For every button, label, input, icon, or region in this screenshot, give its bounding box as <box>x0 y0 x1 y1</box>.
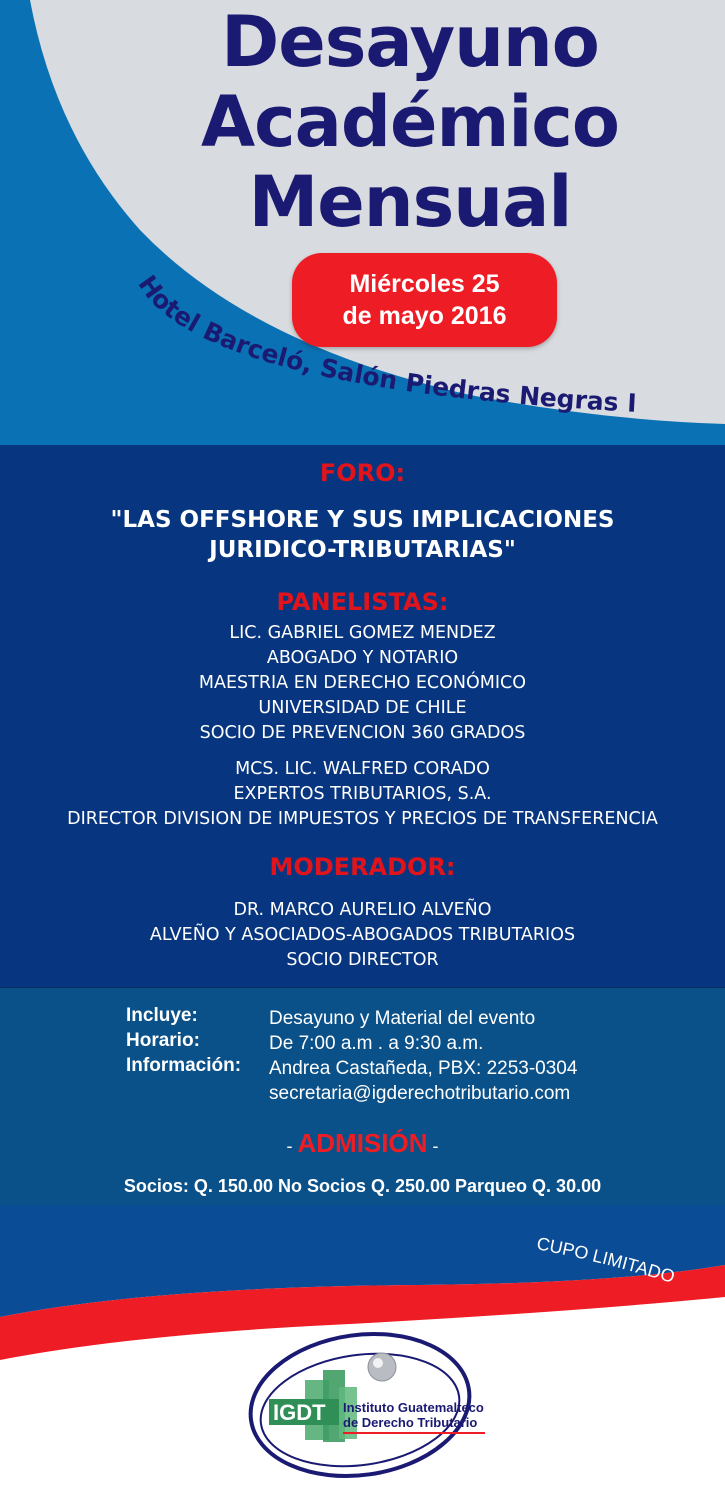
venue-curve <box>0 0 725 445</box>
admision-dash: - <box>432 1136 439 1156</box>
header <box>0 0 725 445</box>
logo-name-line-1: Instituto Guatemalteco <box>343 1400 484 1415</box>
panelist-line: LIC. GABRIEL GOMEZ MENDEZ <box>229 623 496 643</box>
info-label-informacion: Información: <box>126 1055 242 1076</box>
admision-heading <box>0 1128 725 1159</box>
forum-section <box>0 445 725 987</box>
panelist-line: EXPERTOS TRIBUTARIOS, S.A. <box>233 784 492 804</box>
info-value-email[interactable]: secretaria@igderechotributario.com <box>269 1083 571 1104</box>
panelist-line: MCS. LIC. WALFRED CORADO <box>235 759 490 779</box>
moderator-line: SOCIO DIRECTOR <box>286 950 439 970</box>
venue-text-path: Hotel Barceló, Salón Piedras Negras I <box>132 269 638 418</box>
panelist-line: MAESTRIA EN DERECHO ECONÓMICO <box>198 673 527 693</box>
info-labels <box>126 1003 241 1078</box>
info-label-horario: Horario: <box>126 1030 200 1051</box>
panelist-line: SOCIO DE PREVENCION 360 GRADOS <box>199 723 526 743</box>
info-value-incluye: Desayuno y Material del evento <box>269 1008 536 1029</box>
info-label-incluye: Incluye: <box>126 1005 198 1026</box>
foro-heading: FORO: <box>319 459 406 487</box>
forum-title <box>0 505 725 565</box>
cupo-limitado-path: CUPO LIMITADO <box>535 1233 678 1287</box>
title-line: Desayuno <box>221 1 599 83</box>
info-value-contact: Andrea Castañeda, PBX: 2253-0304 <box>269 1058 578 1079</box>
panelistas-heading: PANELISTAS: <box>276 588 449 616</box>
venue-text <box>133 270 638 418</box>
panelist-1 <box>0 621 725 746</box>
panelist-line: ABOGADO Y NOTARIO <box>266 648 459 668</box>
title-line: Académico <box>200 81 619 163</box>
panelist-line: UNIVERSIDAD DE CHILE <box>258 698 467 718</box>
forum-title-line: JURIDICO-TRIBUTARIAS" <box>209 537 516 563</box>
igdt-logo <box>235 1325 495 1500</box>
moderator <box>0 898 725 973</box>
logo-acronym: IGDT <box>273 1400 326 1425</box>
info-value-horario: De 7:00 a.m . a 9:30 a.m. <box>269 1033 484 1054</box>
moderador-heading: MODERADOR: <box>269 853 456 881</box>
admision-word: ADMISIÓN <box>297 1128 428 1158</box>
date-line: Miércoles 25 <box>349 270 500 298</box>
forum-title-line: "LAS OFFSHORE Y SUS IMPLICACIONES <box>110 507 615 533</box>
panelist-2 <box>0 757 725 832</box>
moderator-line: DR. MARCO AURELIO ALVEÑO <box>233 900 492 920</box>
info-values <box>269 1006 577 1106</box>
moderator-line: ALVEÑO Y ASOCIADOS-ABOGADOS TRIBUTARIOS <box>149 925 576 945</box>
title-line: Mensual <box>248 161 572 243</box>
panelist-line: DIRECTOR DIVISION DE IMPUESTOS Y PRECIOS DE TRANSFERENCIA <box>67 809 658 829</box>
logo-name-line-2: de Derecho Tributario <box>343 1415 478 1430</box>
admission-prices: Socios: Q. 150.00 No Socios Q. 250.00 Parqueo Q. 30.00 <box>123 1176 602 1196</box>
date-line: de mayo 2016 <box>342 302 507 330</box>
admision-dash: - <box>286 1136 293 1156</box>
info-section <box>0 987 725 1207</box>
